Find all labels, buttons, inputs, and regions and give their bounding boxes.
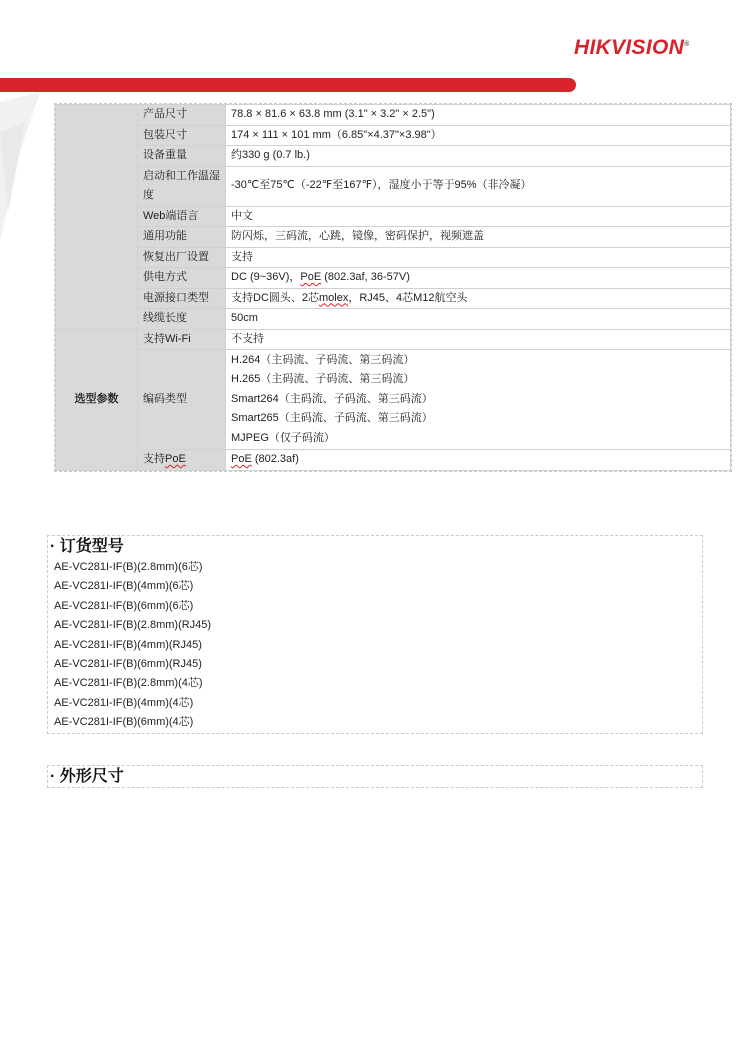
ordering-section (47, 535, 703, 734)
spec-key: 线缆长度 (138, 309, 226, 330)
list-item: AE-VC281I-IF(B)(6mm)(6芯) (54, 599, 194, 612)
spec-key: 供电方式 (138, 268, 226, 289)
spec-key: Web端语言 (138, 206, 226, 227)
table-row (56, 309, 731, 330)
list-item: AE-VC281I-IF(B)(2.8mm)(RJ45) (54, 619, 212, 632)
codec-item: H.265（主码流、子码流、第三码流） (231, 373, 415, 386)
table-row (56, 288, 731, 309)
spec-value: 不支持 (226, 329, 731, 350)
dimensions-section (47, 765, 703, 788)
spec-value: -30℃至75℃（-22℉至167℉），湿度小于等于95%（非冷凝） (226, 166, 731, 206)
list-item: AE-VC281I-IF(B)(4mm)(4芯) (54, 696, 194, 709)
table-row (56, 268, 731, 289)
dimensions-title: · 外形尺寸 (50, 768, 124, 785)
header-red-bar (0, 78, 576, 92)
table-row (56, 227, 731, 248)
codec-item: Smart265（主码流、子码流、第三码流） (231, 412, 433, 425)
spec-key: 产品尺寸 (138, 105, 226, 126)
spec-key: 设备重量 (138, 146, 226, 167)
spec-value: 中文 (226, 206, 731, 227)
spec-value: 174 × 111 × 101 mm（6.85"×4.37"×3.98"） (226, 125, 731, 146)
spec-key: 电源接口类型 (138, 288, 226, 309)
spec-key: 通用功能 (138, 227, 226, 248)
codec-item: H.264（主码流、子码流、第三码流） (231, 354, 415, 366)
table-row (56, 166, 731, 206)
spec-value (226, 350, 731, 450)
table-row (56, 350, 731, 450)
table-row (56, 125, 731, 146)
table-row (56, 206, 731, 227)
spec-value: 78.8 × 81.6 × 63.8 mm (3.1" × 3.2" × 2.5") (226, 105, 731, 126)
spec-value: 防闪烁，三码流，心跳，镜像，密码保护，视频遮盖 (226, 227, 731, 248)
table-row (56, 105, 731, 126)
list-item: AE-VC281I-IF(B)(2.8mm)(6芯) (54, 561, 203, 573)
list-item: AE-VC281I-IF(B)(6mm)(RJ45) (54, 657, 202, 670)
decorative-shape-icon (0, 92, 60, 252)
spec-value: 支持DC圆头、2芯molex，RJ45、4芯M12航空头 (226, 288, 731, 309)
spec-key: 恢复出厂设置 (138, 247, 226, 268)
list-item: AE-VC281I-IF(B)(2.8mm)(4芯) (54, 677, 203, 690)
spec-value: 支持 (226, 247, 731, 268)
table-row (56, 450, 731, 471)
list-item: AE-VC281I-IF(B)(6mm)(4芯) (54, 716, 194, 729)
spec-value: DC (9~36V)，PoE (802.3af, 36-57V) (226, 268, 731, 289)
spec-key: 启动和工作温湿度 (138, 166, 226, 206)
spec-key: 支持PoE (138, 450, 226, 471)
table-row (56, 329, 731, 350)
spec-key: 编码类型 (138, 350, 226, 450)
hikvision-logo: HIKVISION® (574, 36, 690, 59)
table-row (56, 247, 731, 268)
spec-value: 约330 g (0.7 lb.) (226, 146, 731, 167)
ordering-title: · 订货型号 (50, 538, 124, 555)
list-item: AE-VC281I-IF(B)(4mm)(6芯) (54, 580, 194, 593)
model-list (48, 558, 702, 735)
spec-value: 50cm (226, 309, 731, 330)
spec-group-label: 选型参数 (56, 329, 138, 470)
codec-item: Smart264（主码流、子码流、第三码流） (231, 392, 433, 405)
spec-table (54, 103, 732, 472)
codec-item: MJPEG（仅子码流） (231, 431, 335, 444)
spec-key: 包装尺寸 (138, 125, 226, 146)
spec-key: 支持Wi-Fi (138, 329, 226, 350)
list-item: AE-VC281I-IF(B)(4mm)(RJ45) (54, 638, 202, 651)
table-row (56, 146, 731, 167)
spec-value: PoE (802.3af) (226, 450, 731, 471)
